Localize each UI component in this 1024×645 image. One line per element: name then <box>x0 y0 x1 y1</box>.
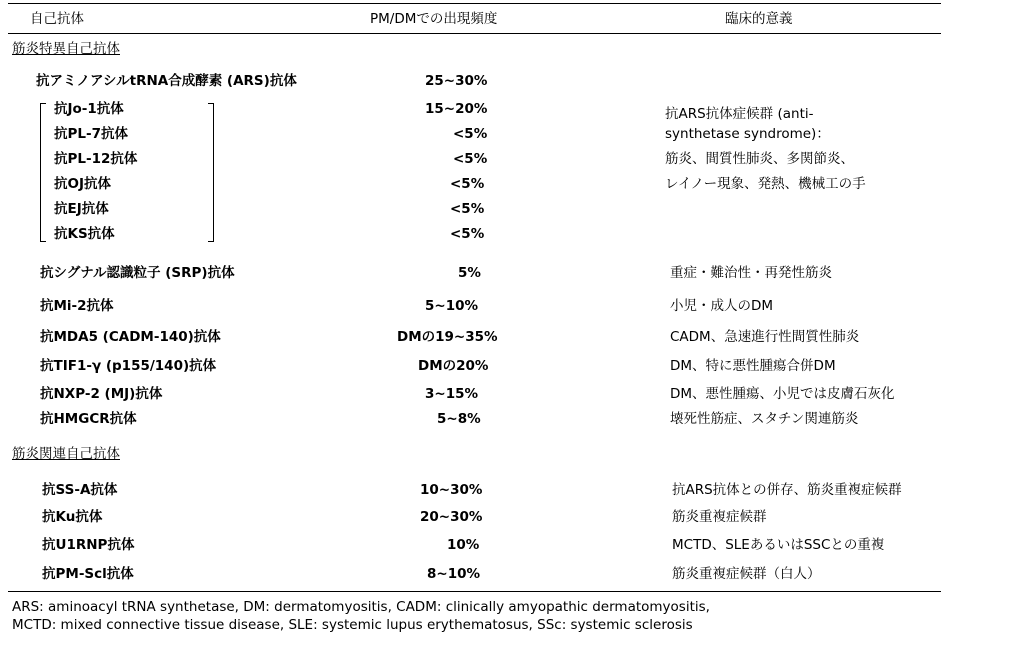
row-srp-significance: 重症・難治性・再発性筋炎 <box>670 265 832 281</box>
row-ej-name: 抗EJ抗体 <box>54 201 109 217</box>
header-significance: 臨床的意義 <box>725 11 793 27</box>
row-nxp2-freq: 3~15% <box>425 386 479 402</box>
footnote-line2: MCTD: mixed connective tissue disease, SLE: systemic lupus erythematosus, SSc: systemic sclerosis <box>12 617 693 633</box>
row-pl12-freq: <5% <box>453 151 488 167</box>
footnote-line1: ARS: aminoacyl tRNA synthetase, DM: dermatomyositis, CADM: clinically amyopathic dermatomyositis, <box>12 599 710 615</box>
left-bracket <box>40 103 46 242</box>
top-rule <box>8 3 941 4</box>
row-u1rnp-freq: 10% <box>447 537 480 553</box>
row-tif1-freq: DMの20% <box>418 358 489 374</box>
header-antibody: 自己抗体 <box>30 11 84 27</box>
ars-syndrome-line2: synthetase syndrome)： <box>665 126 830 142</box>
row-hmgcr-name: 抗HMGCR抗体 <box>40 411 137 427</box>
row-pl7-freq: <5% <box>453 126 488 142</box>
row-mi2-significance: 小児・成人のDM <box>670 298 774 314</box>
row-pmscl-significance: 筋炎重複症候群（白人） <box>672 566 821 582</box>
row-ej-freq: <5% <box>450 201 485 217</box>
row-ks-name: 抗KS抗体 <box>54 226 115 242</box>
ars-syndrome-line4: レイノー現象、発熱、機械工の手 <box>665 176 866 192</box>
row-ku-name: 抗Ku抗体 <box>42 509 103 525</box>
row-ars-name: 抗アミノアシルtRNA合成酵素 (ARS)抗体 <box>36 73 297 89</box>
row-ssa-significance: 抗ARS抗体との併存、筋炎重複症候群 <box>672 482 902 498</box>
row-mi2-freq: 5~10% <box>425 298 479 314</box>
header-frequency: PM/DMでの出現頻度 <box>370 11 498 27</box>
row-mda5-name: 抗MDA5 (CADM-140)抗体 <box>40 329 221 345</box>
row-srp-name: 抗シグナル認識粒子 (SRP)抗体 <box>40 265 235 281</box>
right-bracket <box>208 103 214 242</box>
row-ssa-name: 抗SS-A抗体 <box>42 482 118 498</box>
row-oj-name: 抗OJ抗体 <box>54 176 111 192</box>
row-oj-freq: <5% <box>450 176 485 192</box>
row-pl7-name: 抗PL-7抗体 <box>54 126 128 142</box>
row-nxp2-name: 抗NXP-2 (MJ)抗体 <box>40 386 163 402</box>
row-tif1-significance: DM、特に悪性腫瘍合併DM <box>670 358 836 374</box>
row-hmgcr-freq: 5~8% <box>437 411 481 427</box>
row-jo1-freq: 15~20% <box>425 101 488 117</box>
row-nxp2-significance: DM、悪性腫瘍、小児では皮膚石灰化 <box>670 386 895 402</box>
ars-syndrome-line3: 筋炎、間質性肺炎、多関節炎、 <box>665 151 854 167</box>
row-ks-freq: <5% <box>450 226 485 242</box>
row-hmgcr-significance: 壊死性筋症、スタチン関連筋炎 <box>670 411 859 427</box>
ars-syndrome-line1: 抗ARS抗体症候群 (anti- <box>665 106 814 122</box>
section-myositis-specific: 筋炎特異自己抗体 <box>12 41 120 57</box>
bottom-rule <box>8 591 941 592</box>
section-myositis-associated: 筋炎関連自己抗体 <box>12 446 120 462</box>
row-ku-significance: 筋炎重複症候群 <box>672 509 767 525</box>
row-u1rnp-name: 抗U1RNP抗体 <box>42 537 135 553</box>
row-tif1-name: 抗TIF1-γ (p155/140)抗体 <box>40 358 217 374</box>
row-mda5-freq: DMの19~35% <box>397 329 498 345</box>
row-pl12-name: 抗PL-12抗体 <box>54 151 138 167</box>
row-mda5-significance: CADM、急速進行性間質性肺炎 <box>670 329 860 345</box>
row-pmscl-name: 抗PM-Scl抗体 <box>42 566 134 582</box>
row-ars-freq: 25~30% <box>425 73 488 89</box>
header-rule <box>8 33 941 34</box>
row-ku-freq: 20~30% <box>420 509 483 525</box>
row-mi2-name: 抗Mi-2抗体 <box>40 298 114 314</box>
row-pmscl-freq: 8~10% <box>427 566 481 582</box>
row-jo1-name: 抗Jo-1抗体 <box>54 101 124 117</box>
row-u1rnp-significance: MCTD、SLEあるいはSSCとの重複 <box>672 537 885 553</box>
row-ssa-freq: 10~30% <box>420 482 483 498</box>
row-srp-freq: 5% <box>458 265 481 281</box>
